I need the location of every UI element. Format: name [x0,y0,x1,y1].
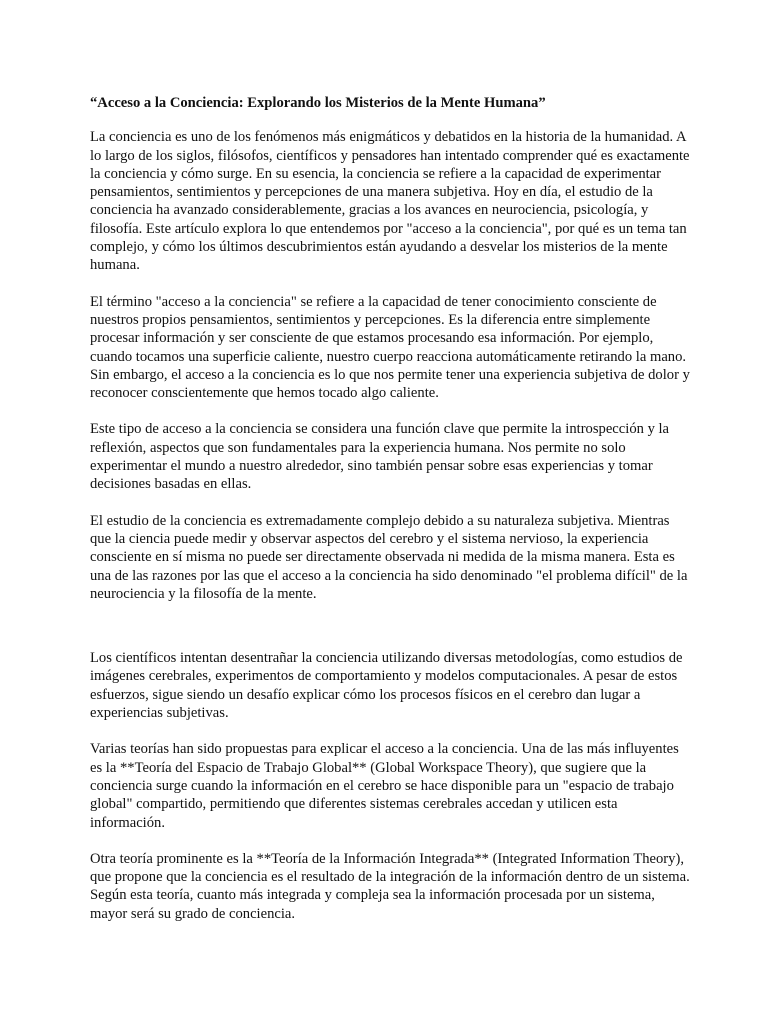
paragraph-intro: La conciencia es uno de los fenómenos más enigmáticos y debatidos en la historia de la humanidad. A lo largo de los siglos, filósofos, científicos y pensadores han intentado comprender qué es exactamente la conciencia y cómo surge. En su esencia, la conciencia se refiere a la capacidad de experimentar pensamientos, sentimientos y percepciones de una manera subjetiva. Hoy en día, el estudio de la conciencia ha avanzado considerablemente, gracias a los avances en neurociencia, psicología, y filosofía. Este artículo explora lo que entendemos por "acceso a la conciencia", por qué es un tema tan complejo, y cómo los últimos descubrimientos están ayudando a desvelar los misterios de la mente humana. [90,129,690,274]
paragraph-definition: El término "acceso a la conciencia" se refiere a la capacidad de tener conocimiento consciente de nuestros propios pensamientos, sentimientos y percepciones. Es la diferencia entre simplemente procesar información y ser consciente de que estamos procesando esa información. Por ejemplo, cuando tocamos una superficie caliente, nuestro cuerpo reacciona automáticamente retirando la mano. Sin embargo, el acceso a la conciencia es lo que nos permite tener una experiencia subjetiva de dolor y reconocer conscientemente que hemos tocado algo caliente. [90,293,690,402]
section-gap [90,603,690,649]
paragraph-global-workspace: Varias teorías han sido propuestas para explicar el acceso a la conciencia. Una de las más influyentes es la **Teoría del Espacio de Trabajo Global** (Global Workspace Theory), que sugiere que la conciencia surge cuando la información en el cerebro se hace disponible para un "espacio de trabajo global" compartido, permitiendo que diferentes sistemas cerebrales accedan y utilicen esta información. [90,741,679,831]
paragraph-function: Este tipo de acceso a la conciencia se considera una función clave que permite la introspección y la reflexión, aspectos que son fundamentales para la experiencia humana. Nos permite no solo experimentar el mundo a nuestro alrededor, sino también pensar sobre esas experiencias y tomar decisiones basadas en ellas. [90,421,670,493]
paragraph-integrated-information: Otra teoría prominente es la **Teoría de la Información Integrada** (Integrated Information Theory), que propone que la conciencia es el resultado de la integración de la información dentro de un sistema. Según esta teoría, cuanto más integrada y compleja sea la información procesada por un sistema, mayor será su grado de conciencia. [90,850,690,922]
document-title: “Acceso a la Conciencia: Explorando los Misterios de la Mente Humana” [90,95,546,111]
paragraph-complexity: El estudio de la conciencia es extremadamente complejo debido a su naturaleza subjetiva. Mientras que la ciencia puede medir y observar aspectos del cerebro y el sistema nervioso, la experiencia consciente en sí misma no puede ser directamente observada ni medida de la misma manera. Esta es una de las razones por las que el acceso a la conciencia ha sido denominado "el problema difícil" de la neurociencia y la filosofía de la mente. [90,512,688,602]
document-body [90,94,690,941]
paragraph-methods: Los científicos intentan desentrañar la conciencia utilizando diversas metodologías, como estudios de imágenes cerebrales, experimentos de comportamiento y modelos computacionales. A pesar de estos esfuerzos, sigue siendo un desafío explicar cómo los procesos físicos en el cerebro dan lugar a experiencias subjetivas. [90,650,683,722]
